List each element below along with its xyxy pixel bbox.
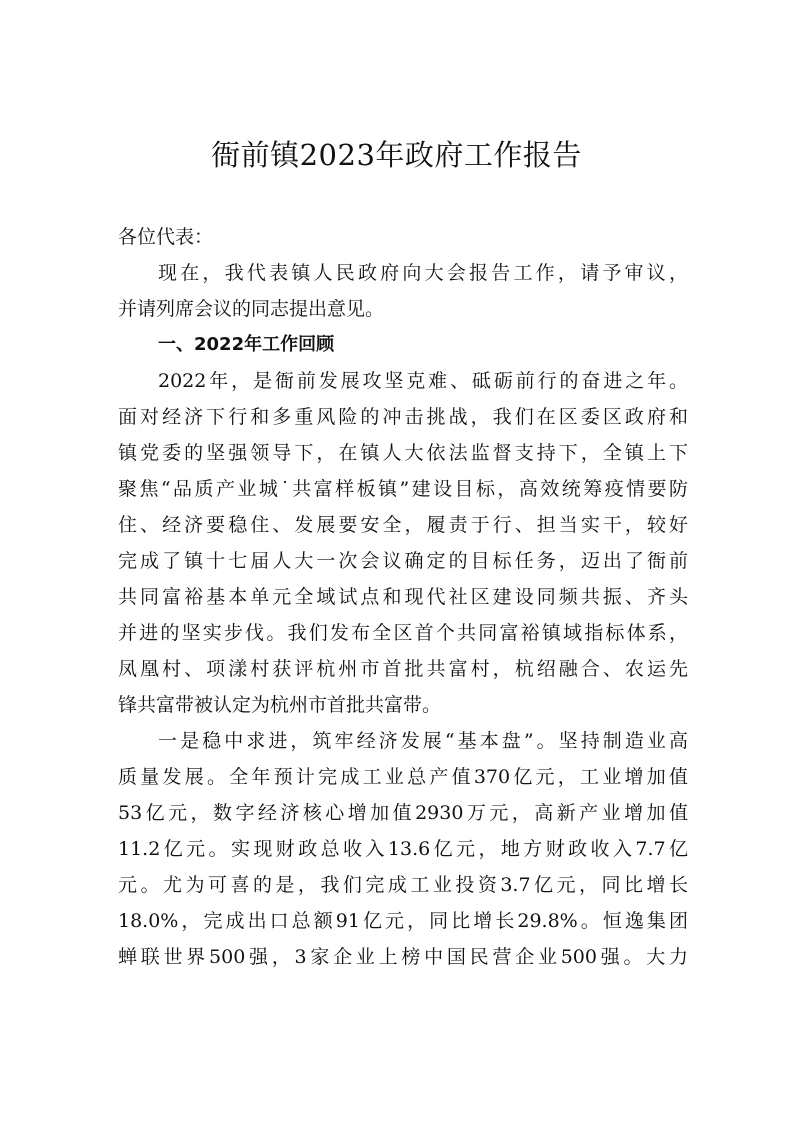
section-heading: 一、2022年工作回顾 [158, 334, 335, 355]
paragraph-line: 镇党委的坚强领导下，在镇人大依法监督支持下，全镇上下 [118, 442, 688, 464]
paragraph-line: 2022年，是衙前发展攻坚克难、砥砺前行的奋进之年。 [158, 370, 688, 392]
paragraph-line: 11.2亿元。实现财政总收入13.6亿元，地方财政收入7.7亿 [118, 838, 688, 860]
paragraph-line: 完成了镇十七届人大一次会议确定的目标任务，迈出了衙前 [118, 550, 688, 572]
paragraph-line: 共同富裕基本单元全域试点和现代社区建设同频共振、齐头 [118, 586, 688, 608]
paragraph-line: 凤凰村、项漾村获评杭州市首批共富村，杭绍融合、农运先 [118, 658, 688, 680]
paragraph-line: 53亿元，数字经济核心增加值2930万元，高新产业增加值 [118, 802, 688, 824]
intro-line: 现在，我代表镇人民政府向大会报告工作，请予审议， [158, 262, 688, 284]
paragraph-line: 锋共富带被认定为杭州市首批共富带。 [118, 694, 442, 716]
document-title: 衙前镇2023年政府工作报告 [211, 138, 582, 172]
paragraph-line: 面对经济下行和多重风险的冲击挑战，我们在区委区政府和 [118, 406, 688, 428]
paragraph-line: 18.0%，完成出口总额91亿元，同比增长29.8%。恒逸集团 [118, 910, 688, 932]
paragraph-line: 蝉联世界500强，3家企业上榜中国民营企业500强。大力 [118, 946, 688, 968]
salutation: 各位代表： [118, 226, 214, 248]
intro-line: 并请列席会议的同志提出意见。 [118, 298, 385, 320]
paragraph-line: 并进的坚实步伐。我们发布全区首个共同富裕镇域指标体系， [118, 622, 688, 644]
paragraph-line: 质量发展。全年预计完成工业总产值370亿元，工业增加值 [118, 766, 688, 788]
paragraph-line: 元。尤为可喜的是，我们完成工业投资3.7亿元，同比增长 [118, 874, 688, 896]
paragraph-line: 聚焦“品质产业城˙共富样板镇”建设目标，高效统筹疫情要防 [118, 478, 688, 500]
document-body [118, 219, 688, 975]
paragraph-line: 一是稳中求进，筑牢经济发展“基本盘”。坚持制造业高 [158, 730, 688, 752]
paragraph-line: 住、经济要稳住、发展要安全，履责于行、担当实干，较好 [118, 514, 688, 536]
